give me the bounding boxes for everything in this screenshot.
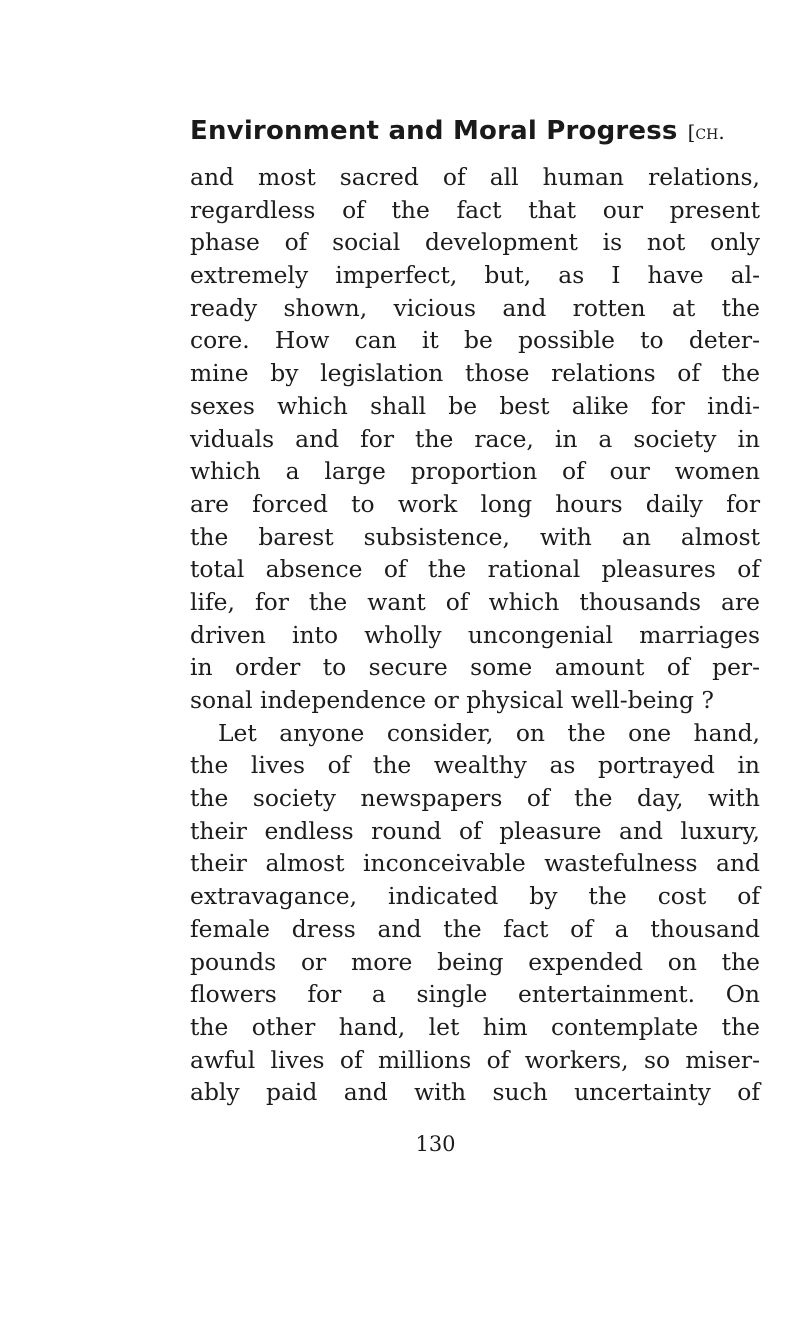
text-line: their almost inconceivable wastefulness and — [190, 849, 760, 878]
text-line: and most sacred of all human relations, — [190, 163, 760, 191]
running-head-title: Environment and Moral Progress — [190, 116, 678, 146]
text-line: the other hand, let him contemplate the — [190, 1012, 760, 1041]
running-head — [190, 116, 760, 156]
text-line: driven into wholly uncongenial marriages — [190, 620, 760, 649]
page-number: 130 — [415, 1132, 456, 1156]
text-line: are forced to work long hours daily for — [190, 489, 760, 518]
text-line: sexes which shall be best alike for indi- — [190, 391, 760, 420]
text-line: which a large proportion of our women — [190, 457, 760, 486]
text-line: viduals and for the race, in a society in — [190, 424, 760, 453]
text-line: total absence of the rational pleasures of — [190, 555, 760, 584]
text-line: flowers for a single entertainment. On — [190, 980, 760, 1009]
text-line: mine by legislation those relations of the — [190, 359, 760, 388]
text-line: awful lives of millions of workers, so miser- — [190, 1045, 760, 1074]
text-line: ably paid and with such uncertainty of — [190, 1078, 760, 1107]
text-line: ready shown, vicious and rotten at the — [190, 293, 760, 322]
text-line: the society newspapers of the day, with — [190, 784, 760, 813]
body-text — [190, 161, 760, 1109]
text-line: extravagance, indicated by the cost of — [190, 882, 760, 911]
running-head-chapter-mark: [ch. — [687, 120, 725, 144]
text-line: female dress and the fact of a thousand — [190, 914, 760, 943]
text-line: the barest subsistence, with an almost — [190, 522, 760, 551]
text-line: core. How can it be possible to deter- — [190, 326, 760, 355]
text-line: their endless round of pleasure and luxury, — [190, 816, 760, 845]
text-line: phase of social development is not only — [190, 228, 760, 257]
text-line: Let anyone consider, on the one hand, — [218, 718, 760, 747]
text-line: extremely imperfect, but, as I have al- — [190, 261, 760, 290]
text-line: regardless of the fact that our present — [190, 195, 760, 224]
text-line: sonal independence or physical well-being ? — [190, 686, 714, 714]
text-line: life, for the want of which thousands are — [190, 587, 760, 616]
text-line: pounds or more being expended on the — [190, 947, 760, 976]
text-line: the lives of the wealthy as portrayed in — [190, 751, 760, 780]
text-line: in order to secure some amount of per- — [190, 653, 760, 682]
